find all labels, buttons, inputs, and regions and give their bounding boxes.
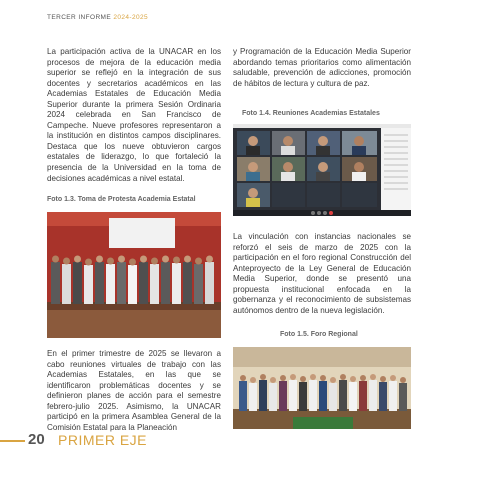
caption-foto-1-5: Foto 1.5. Foro Regional: [280, 331, 358, 338]
page-number: 20: [28, 431, 45, 448]
photo-foro-regional: [233, 347, 411, 429]
header-title: TERCER INFORME: [47, 14, 112, 21]
caption-foto-1-3: Foto 1.3. Toma de Protesta Academia Estatal: [47, 196, 196, 203]
paragraph-programacion: y Programación de la Educación Media Superior abordando temas prioritarios como alimentación saludable, prevención de adicciones, promoción de hábitos de lectura y cultura de paz.: [233, 47, 411, 88]
running-header: [47, 14, 148, 21]
paragraph-unacar-academias: La participación activa de la UNACAR en los procesos de mejora de la educación media superior se reflejó en la integración de sus docentes y secretarios académicos en las Academias Estatales de Educación Media Superior durante la primera Sesión Ordinaria 2024 celebrada en San Francisco de Campeche. Nueve profesores representaron a la institución en distintos campos disciplinares. Destaca que los nueve obtuvieron cargos estatales de liderazgo, lo que fortaleció la presencia de la Universidad en la toma de decisiones académicas a nivel estatal.: [47, 47, 221, 183]
caption-foto-1-4: Foto 1.4. Reuniones Academias Estatales: [242, 110, 380, 117]
paragraph-vinculacion: La vinculación con instancias nacionales se reforzó el seis de marzo de 2025 con la participación en el foro regional Construcción del Anteproyecto de la Ley General de Educación Media Superior, donde se presentó una propuesta institucional enfocada en la gobernanza y el reconocimiento de subsistemas autónomos dentro de la nueva legislación.: [233, 232, 411, 315]
paragraph-primer-trimestre: En el primer trimestre de 2025 se llevaron a cabo reuniones virtuales de trabajo con las Academias Estatales, en las que se identificaron problemáticas docentes y se definieron planes de acción para el semestre febrero-julio 2025. Asimismo, la UNACAR participó en la primera Asamblea General de la Comisión Estatal para la Planeación: [47, 349, 221, 432]
section-title: PRIMER EJE: [58, 432, 148, 448]
footer-accent-line: [0, 440, 25, 442]
photo-video-meeting: [233, 124, 411, 216]
photo-toma-protesta: [47, 212, 221, 338]
header-years: 2024-2025: [113, 14, 149, 21]
